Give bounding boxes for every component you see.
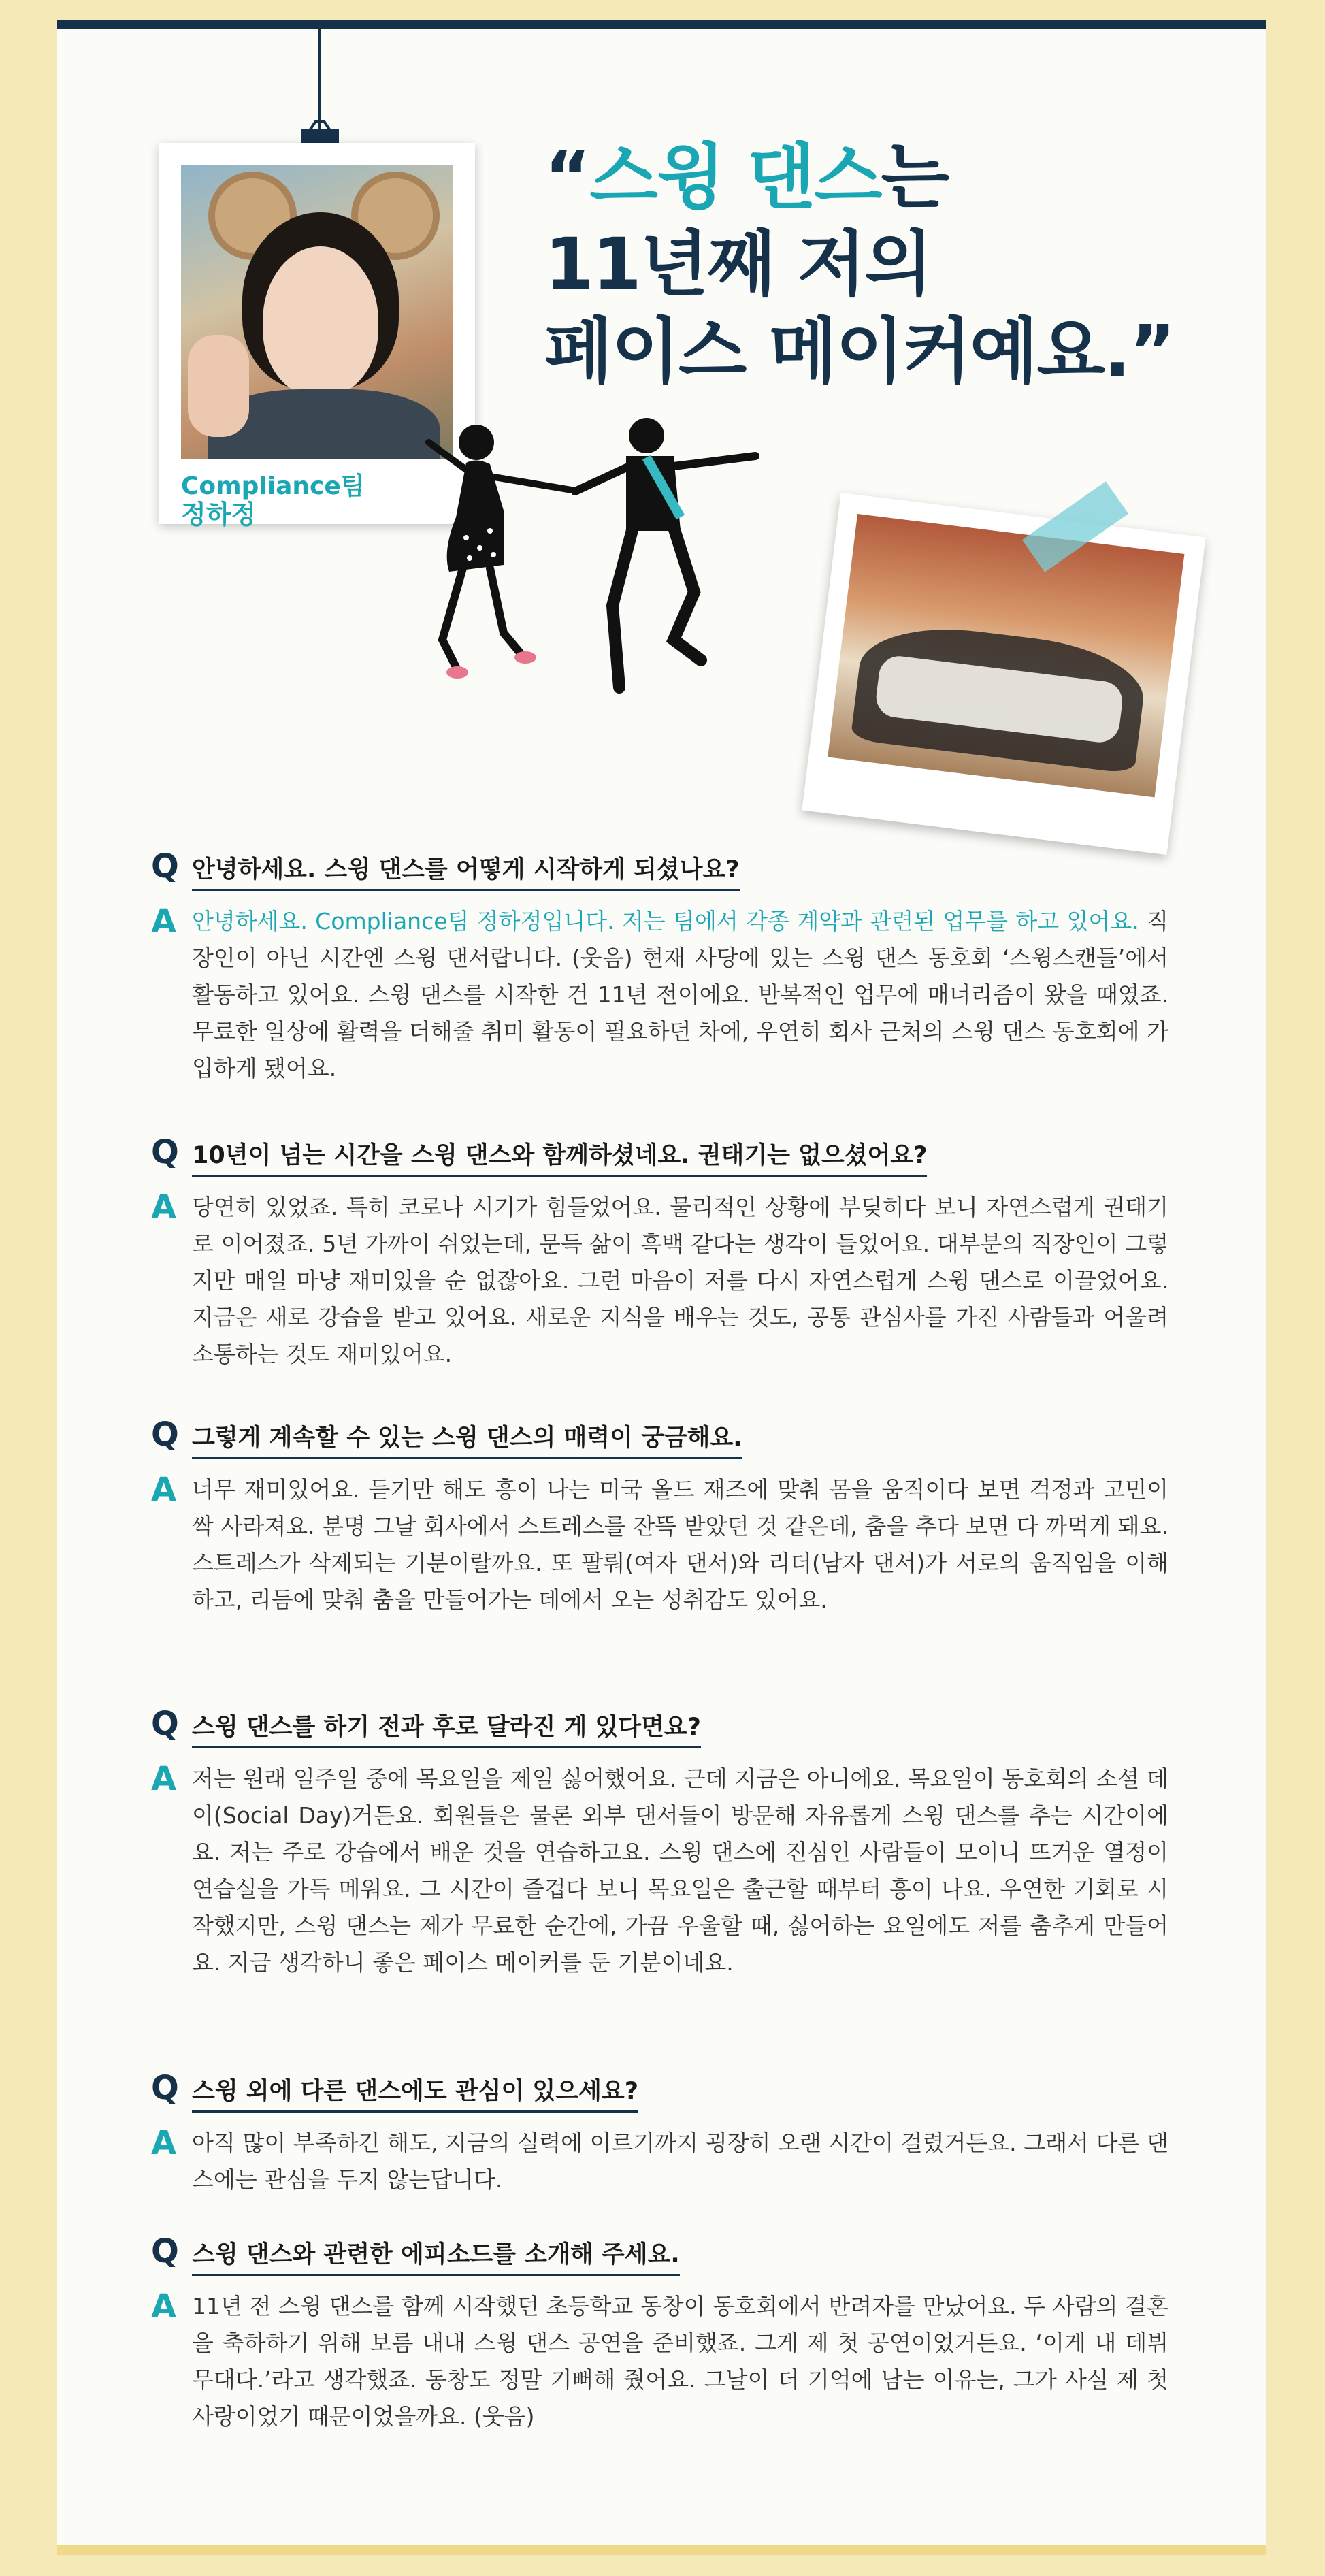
hanging-string bbox=[318, 29, 321, 129]
q-mark: Q bbox=[151, 1416, 179, 1454]
question-row bbox=[151, 1705, 1168, 1748]
group-photo bbox=[828, 514, 1184, 797]
question-text: 10년이 넘는 시간을 스윙 댄스와 함께하셨네요. 권태기는 없으셨어요? bbox=[192, 1137, 927, 1177]
title-line-3 bbox=[544, 308, 1225, 395]
qa-block-1 bbox=[151, 847, 1168, 1087]
question-row bbox=[151, 1133, 1168, 1177]
q-mark: Q bbox=[151, 1133, 179, 1171]
answer-highlight: 안녕하세요. Compliance팀 정하정입니다. 저는 팀에서 각종 계약과 관련된 업무를 하고 있어요. bbox=[192, 908, 1139, 934]
answer-text: 저는 원래 일주일 중에 목요일을 제일 싫어했어요. 근데 지금은 아니에요. 목요일이 동호회의 소셜 데이(Social Day)거든요. 회원들은 물론 외부 댄서들이 방문해 자유롭게 스윙 댄스를 추는 시간이에요. 저는 주로 강습에서 배운 것을 연습하고요. 스윙 댄스에 진심인 사람들이 모이니 뜨거운 열정이 연습실을 가득 메워요. 그 시간이 즐겁다 보니 목요일은 출근할 때부터 흥이 나요. 우연한 기회로 시작했지만, 스윙 댄스는 제가 무료한 순간에, 가끔 우울할 때, 싫어하는 요일에도 저를 춤추게 만들어요. 지금 생각하니 좋은 페이스 메이커를 둔 기분이네요. bbox=[192, 1765, 1168, 1976]
title-line-2: 11년째 저의 bbox=[544, 223, 932, 306]
a-mark: A bbox=[151, 1188, 177, 1226]
answer-row bbox=[151, 2288, 1168, 2435]
top-bar bbox=[57, 20, 1266, 29]
question-text: 스윙 댄스와 관련한 에피소드를 소개해 주세요. bbox=[192, 2236, 680, 2276]
qa-block-2 bbox=[151, 1133, 1168, 1373]
answer-text bbox=[192, 903, 1168, 1087]
q-mark: Q bbox=[151, 1705, 179, 1743]
question-row bbox=[151, 847, 1168, 891]
answer-body: 직장인이 아닌 시간엔 스윙 댄서랍니다. (웃음) 현재 사당에 있는 스윙 댄스 동호회 ‘스윙스캔들’에서 활동하고 있어요. 스윙 댄스를 시작한 건 11년 전이에요. 반복적인 업무에 매너리즘이 왔을 때였죠. 무료한 일상에 활력을 더해줄 취미 활동이 필요하던 차에, 우연히 회사 근처의 스윙 댄스 동호회에 가입하게 됐어요. bbox=[192, 908, 1168, 1081]
page-title bbox=[544, 133, 1225, 395]
a-mark: A bbox=[151, 902, 177, 941]
answer-row bbox=[151, 1471, 1168, 1618]
close-quote: ” bbox=[1129, 310, 1175, 393]
answer-row bbox=[151, 1761, 1168, 1981]
qa-block-5 bbox=[151, 2069, 1168, 2198]
question-text: 스윙 댄스를 하기 전과 후로 달라진 게 있다면요? bbox=[192, 1708, 701, 1748]
title-accent: 스윙 댄스 bbox=[589, 135, 881, 218]
q-mark: Q bbox=[151, 847, 179, 885]
group-photo-polaroid bbox=[802, 493, 1205, 855]
a-mark: A bbox=[151, 2287, 177, 2326]
question-text: 안녕하세요. 스윙 댄스를 어떻게 시작하게 되셨나요? bbox=[192, 851, 740, 891]
swing-dancers-illustration bbox=[402, 415, 810, 701]
question-text: 스윙 외에 다른 댄스에도 관심이 있으세요? bbox=[192, 2072, 638, 2113]
profile-name: 정하정 bbox=[181, 500, 257, 529]
answer-row bbox=[151, 903, 1168, 1087]
question-row bbox=[151, 2232, 1168, 2276]
qa-block-6 bbox=[151, 2232, 1168, 2435]
answer-text: 11년 전 스윙 댄스를 함께 시작했던 초등학교 동창이 동호회에서 반려자를 만났어요. 두 사람의 결혼을 축하하기 위해 보름 내내 스윙 댄스 공연을 준비했죠. 그게 제 첫 공연이었거든요. ‘이게 내 데뷔 무대다.’라고 생각했죠. 동창도 정말 기뻐해 줬어요. 그날이 더 기억에 남는 이유는, 그가 사실 제 첫사랑이었기 때문이었을까요. (웃음) bbox=[192, 2293, 1168, 2430]
title-line-3-text: 페이스 메이커예요. bbox=[544, 310, 1130, 393]
question-row bbox=[151, 2069, 1168, 2113]
bottom-bar bbox=[57, 2545, 1266, 2555]
answer-text: 아직 많이 부족하긴 해도, 지금의 실력에 이르기까지 굉장히 오랜 시간이 걸렸거든요. 그래서 다른 댄스에는 관심을 두지 않는답니다. bbox=[192, 2130, 1168, 2193]
a-mark: A bbox=[151, 1760, 177, 1798]
photo-face bbox=[263, 246, 378, 396]
title-line-1 bbox=[544, 133, 1225, 221]
title-line-1-rest: 는 bbox=[881, 135, 948, 218]
answer-row bbox=[151, 2125, 1168, 2198]
answer-row bbox=[151, 1189, 1168, 1373]
qa-block-3 bbox=[151, 1416, 1168, 1618]
photo-peace-hand bbox=[188, 335, 249, 437]
a-mark: A bbox=[151, 2124, 177, 2162]
a-mark: A bbox=[151, 1471, 177, 1509]
question-row bbox=[151, 1416, 1168, 1459]
answer-text: 너무 재미있어요. 듣기만 해도 흥이 나는 미국 올드 재즈에 맞춰 몸을 움직이다 보면 걱정과 고민이 싹 사라져요. 분명 그날 회사에서 스트레스를 잔뜩 받았던 것 같은데, 춤을 추다 보면 다 까먹게 돼요. 스트레스가 삭제되는 기분이랄까요. 또 팔뤄(여자 댄서)와 리더(남자 댄서)가 서로의 움직임을 이해하고, 리듬에 맞춰 춤을 만들어가는 데에서 오는 성취감도 있어요. bbox=[192, 1476, 1168, 1613]
profile-team: Compliance팀 bbox=[181, 472, 365, 500]
q-mark: Q bbox=[151, 2232, 179, 2270]
question-text: 그렇게 계속할 수 있는 스윙 댄스의 매력이 궁금해요. bbox=[192, 1419, 742, 1459]
open-quote: “ bbox=[544, 135, 590, 218]
qa-block-4 bbox=[151, 1705, 1168, 1981]
q-mark: Q bbox=[151, 2069, 179, 2107]
answer-text: 당연히 있었죠. 특히 코로나 시기가 힘들었어요. 물리적인 상황에 부딪히다 보니 자연스럽게 권태기로 이어졌죠. 5년 가까이 쉬었는데, 문득 삶이 흑백 같다는 생각이 들었어요. 대부분의 직장인이 그렇지만 매일 마냥 재미있을 순 없잖아요. 그런 마음이 저를 다시 자연스럽게 스윙 댄스로 이끌었어요. 지금은 새로 강습을 받고 있어요. 새로운 지식을 배우는 것도, 공통 관심사를 가진 사람들과 어울려 소통하는 것도 재미있어요. bbox=[192, 1194, 1168, 1367]
